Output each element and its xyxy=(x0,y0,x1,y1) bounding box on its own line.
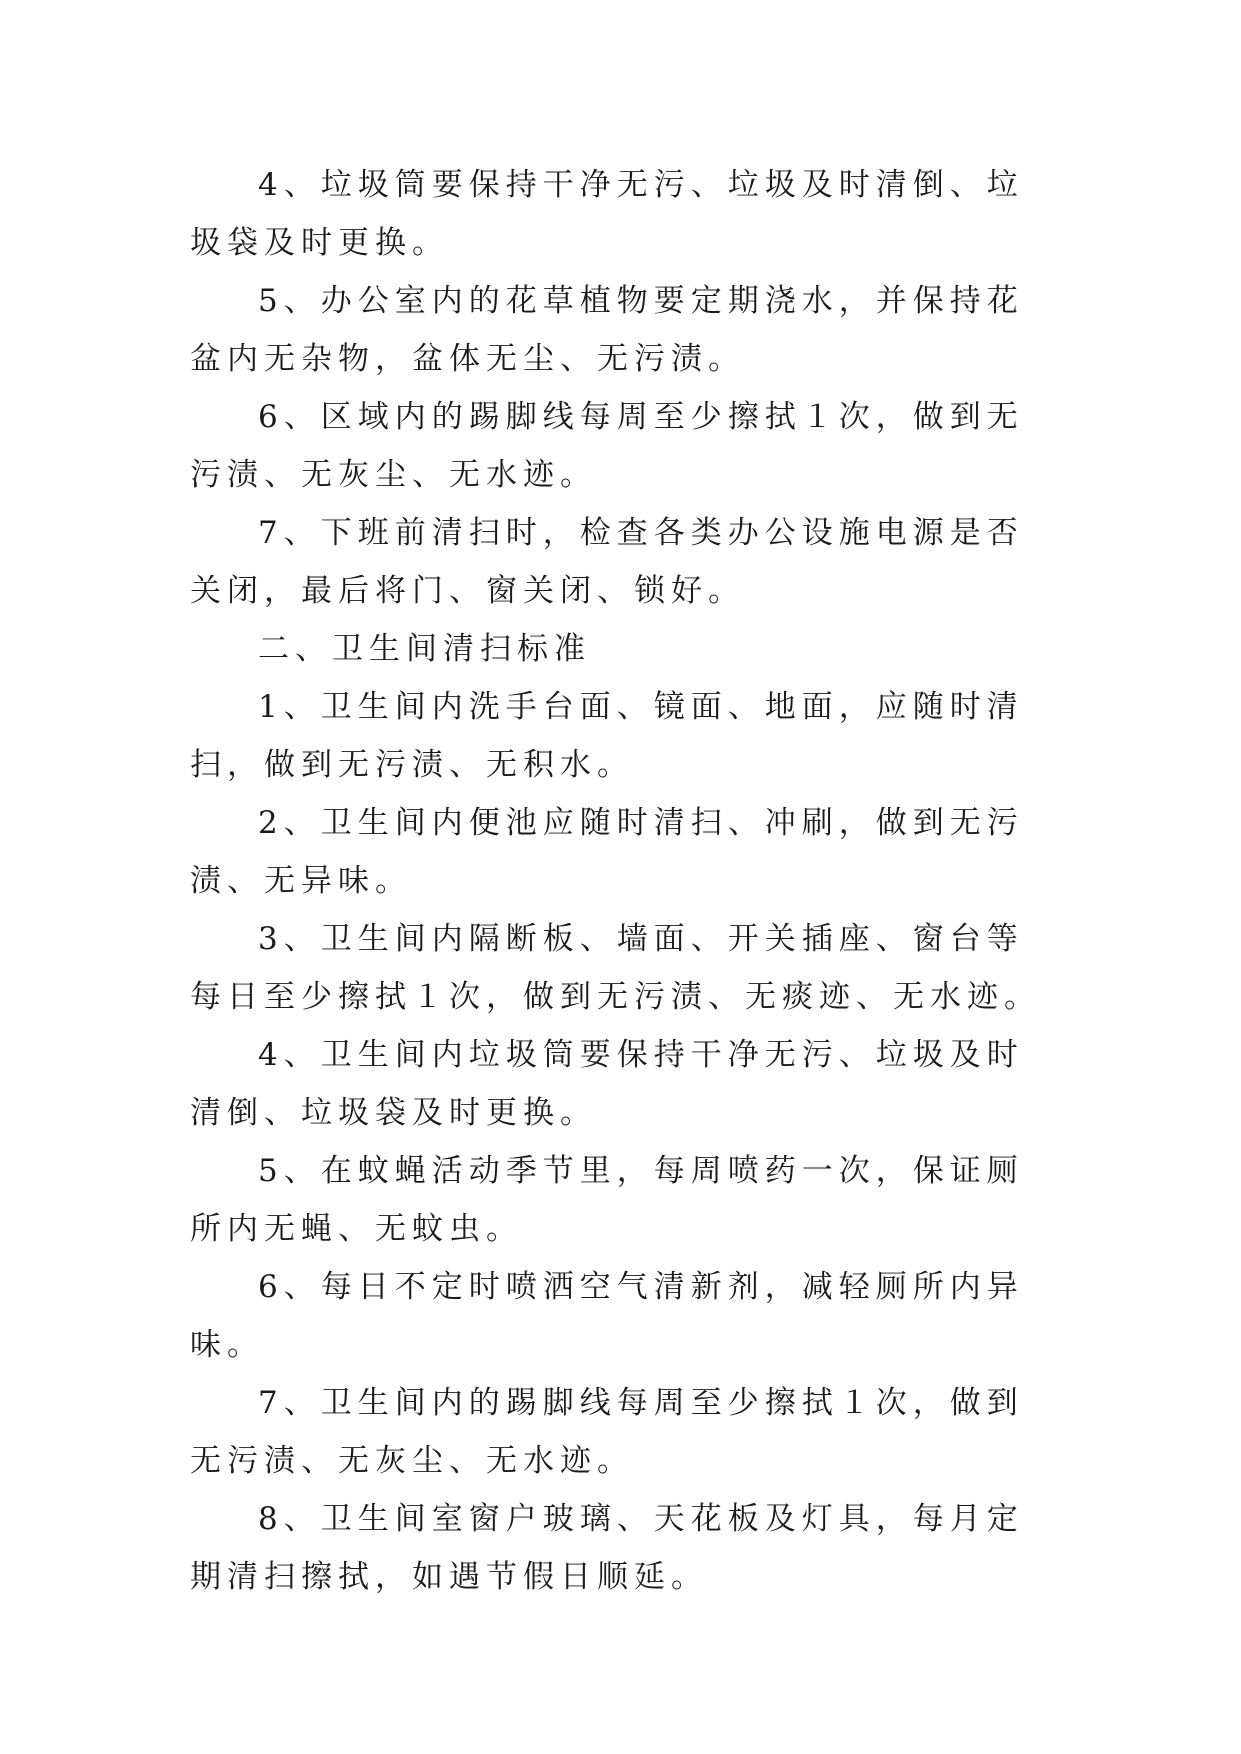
paragraph-trash-bin: 4、垃圾筒要保持干净无污、垃圾及时清倒、垃圾袋及时更换。 xyxy=(190,167,1024,261)
paragraph-restroom-insects: 5、在蚊蝇活动季节里，每周喷药一次，保证厕所内无蝇、无蚊虫。 xyxy=(190,1153,1024,1247)
paragraph-restroom-trash: 4、卫生间内垃圾筒要保持干净无污、垃圾及时清倒、垃圾袋及时更换。 xyxy=(190,1037,1024,1131)
paragraph-restroom-windows: 8、卫生间室窗户玻璃、天花板及灯具，每月定期清扫擦拭，如遇节假日顺延。 xyxy=(190,1501,1024,1595)
paragraph-plants: 5、办公室内的花草植物要定期浇水，并保持花盆内无杂物，盆体无尘、无污渍。 xyxy=(190,283,1024,377)
paragraph-restroom-baseboard: 7、卫生间内的踢脚线每周至少擦拭１次，做到无污渍、无灰尘、无水迹。 xyxy=(190,1385,1024,1479)
paragraph-restroom-toilet: 2、卫生间内便池应随时清扫、冲刷，做到无污渍、无异味。 xyxy=(190,805,1024,899)
paragraph-restroom-sink: 1、卫生间内洗手台面、镜面、地面，应随时清扫，做到无污渍、无积水。 xyxy=(190,689,1024,783)
paragraph-restroom-partition: 3、卫生间内隔断板、墙面、开关插座、窗台等每日至少擦拭１次，做到无污渍、无痰迹、无水迹。 xyxy=(190,921,1041,1015)
section-heading-restroom: 二、卫生间清扫标准 xyxy=(258,631,591,667)
paragraph-closing-check: 7、下班前清扫时，检查各类办公设施电源是否关闭，最后将门、窗关闭、锁好。 xyxy=(190,515,1024,609)
paragraph-restroom-freshener: 6、每日不定时喷洒空气清新剂，减轻厕所内异味。 xyxy=(190,1269,1024,1363)
paragraph-baseboard: 6、区域内的踢脚线每周至少擦拭１次，做到无污渍、无灰尘、无水迹。 xyxy=(190,399,1024,493)
document-body xyxy=(190,156,1058,1606)
